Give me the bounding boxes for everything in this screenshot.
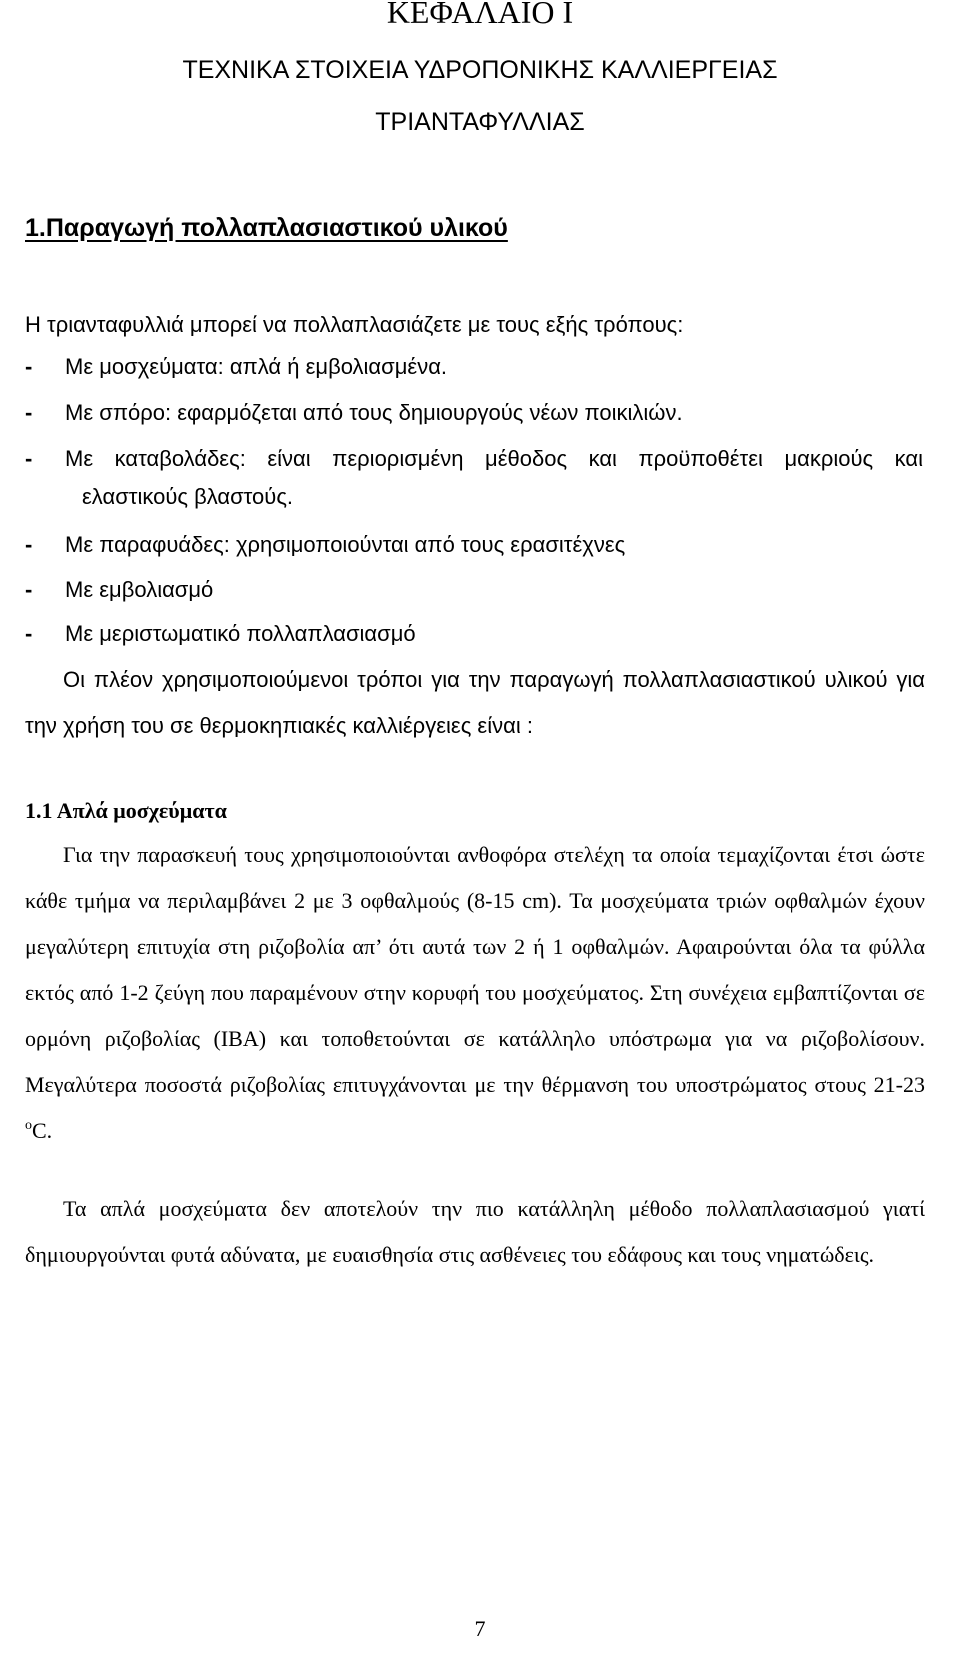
list-item-text: Με παραφυάδες: χρησιμοποιούνται από τους ερασιτέχνες [65,532,626,557]
summary-paragraph: Οι πλέον χρησιμοποιούμενοι τρόποι για την παραγωγή πολλαπλασιαστικού υλικού για την χρήση του σε θερμοκηπιακές καλλιέργειες είναι : [25,667,925,738]
body-paragraph-2: Τα απλά μοσχεύματα δεν αποτελούν την πιο κατάλληλη μέθοδο πολλαπλασιασμού γιατί δημιουργούνται φυτά αδύνατα, με ευαισθησία στις ασθένειες του εδάφους και τους νηματώδεις. [25,1196,925,1267]
list-dash: - [25,532,33,557]
list-dash: - [25,400,33,425]
body-paragraph-1 [25,832,925,1154]
list-item-continuation: ελαστικούς βλαστούς. [82,484,294,509]
chapter-title: ΚΕΦΑΛΑΙΟ Ι [386,0,574,30]
section-heading: 1.Παραγωγή πολλαπλασιαστικού υλικού [25,214,508,242]
subsection-heading: 1.1 Απλά μοσχεύματα [25,798,227,823]
list-item-text: Με εμβολιασμό [65,577,214,602]
list-dash: - [25,354,33,379]
degree-unit: C. [32,1118,53,1143]
body-paragraph-1-text: Για την παρασκευή τους χρησιμοποιούνται ανθοφόρα στελέχη τα οποία τεμαχίζονται έτσι ώστε κάθε τμήμα να περιλαμβάνει 2 με 3 οφθαλμούς (8-15 cm). Τα μοσχεύματα τριών οφθαλμών έχουν μεγαλύτερη επιτυχία στη ριζοβολία απ’ ότι αυτά των 2 ή 1 οφθαλμών. Αφαιρούνται όλα τα φύλλα εκτός από 1-2 ζεύγη που παραμένουν στην κορυφή του μοσχεύματος. Στη συνέχεια εμβαπτίζονται σε ορμόνη ριζοβολίας (IBA) και τοποθετούνται σε κατάλληλο υπόστρωμα για να ριζοβολίσουν. Μεγαλύτερα ποσοστά ριζοβολίας επιτυγχάνονται με την θέρμανση του υποστρώματος στους 21-23 [25,842,925,1097]
list-dash: - [25,621,33,646]
chapter-subtitle-line-1: ΤΕΧΝΙΚΑ ΣΤΟΙΧΕΙΑ ΥΔΡΟΠΟΝΙΚΗΣ ΚΑΛΛΙΕΡΓΕΙΑΣ [182,56,778,84]
list-item-text: Με σπόρο: εφαρμόζεται από τους δημιουργούς νέων ποικιλιών. [65,400,683,425]
page-number: 7 [474,1616,486,1641]
degree-superscript: o [25,1118,32,1133]
intro-text: Η τριανταφυλλιά μπορεί να πολλαπλασιάζετε με τους εξής τρόπους: [25,312,684,337]
chapter-subtitle-line-2: ΤΡΙΑΝΤΑΦΥΛΛΙΑΣ [375,108,585,136]
list-item-text: Με μοσχεύματα: απλά ή εμβολιασμένα. [65,354,448,379]
list-dash: - [25,446,33,471]
list-item-text: Με μεριστωματικό πολλαπλασιασμό [65,621,416,646]
list-dash: - [25,577,33,602]
list-item-text: Με καταβολάδες: είναι περιορισμένη μέθοδος και προϋποθέτει μακριούς και [65,446,923,471]
